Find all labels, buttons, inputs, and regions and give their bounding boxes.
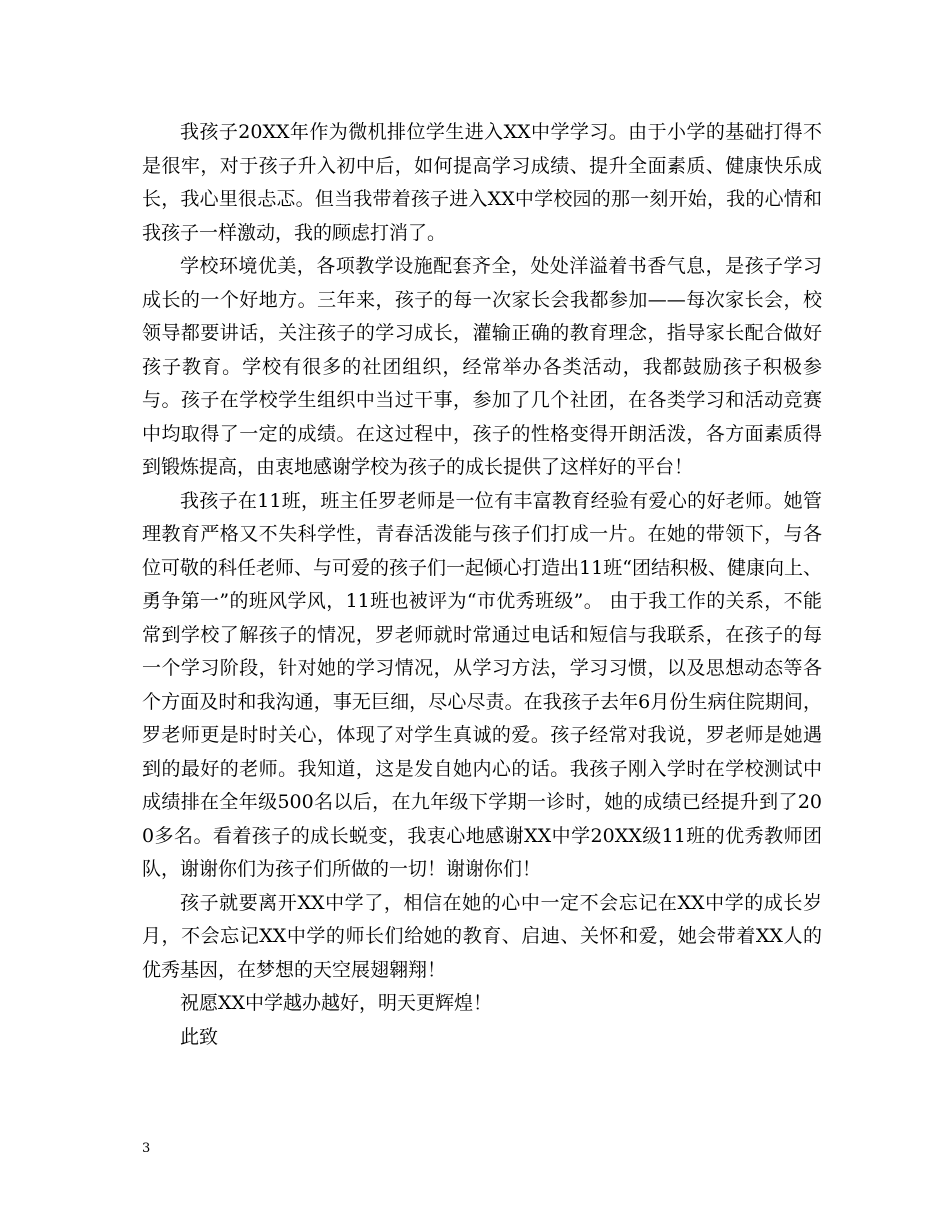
paragraph-closing: 此致 [180, 1025, 219, 1048]
page-number: 3 [142, 1141, 151, 1156]
paragraph-intro: 我孩子20XX年作为微机排位学生进入XX中学学习。由于小学的基础打得不是很牢，对于孩子升入初中后，如何提高学习成绩、提升全面素质、健康快乐成长，我心里很忐忑。但当我带着孩子进入XX中学校园的那一刻开始，我的心情和我孩子一样激动，我的顾虑打消了。 [142, 121, 822, 244]
paragraph-farewell: 孩子就要离开XX中学了，相信在她的心中一定不会忘记在XX中学的成长岁月，不会忘记XX中学的师长们给她的教育、启迪、关怀和爱，她会带着XX人的优秀基因，在梦想的天空展翅翱翔！ [142, 891, 822, 981]
paragraph-school-environment: 学校环境优美，各项教学设施配套齐全，处处洋溢着书香气息，是孩子学习成长的一个好地方。三年来，孩子的每一次家长会我都参加——每次家长会，校领导都要讲话，关注孩子的学习成长，灌输正确的教育理念，指导家长配合做好孩子教育。学校有很多的社团组织，经常举办各类活动，我都鼓励孩子积极参与。孩子在学校学生组织中当过干事，参加了几个社团，在各类学习和活动竞赛中均取得了一定的成绩。在这过程中，孩子的性格变得开朗活泼，各方面素质得到锻炼提高，由衷地感谢学校为孩子的成长提供了这样好的平台！ [142, 255, 822, 478]
document-body [142, 116, 822, 1054]
paragraph-wishes: 祝愿XX中学越办越好，明天更辉煌！ [180, 992, 493, 1014]
paragraph-class-teacher: 我孩子在11班，班主任罗老师是一位有丰富教育经验有爱心的好老师。她管理教育严格又不失科学性，青春活泼能与孩子们打成一片。在她的带领下，与各位可敬的科任老师、与可爱的孩子们一起倾心打造出11班“团结积极、健康向上、勇争第一”的班风学风，11班也被评为“市优秀班级”。 由于我工作的关系，不能常到学校了解孩子的情况，罗老师就时常通过电话和短信与我联系，在孩子的每一个学习阶段，针对她的学习情况，从学习方法，学习习惯，以及思想动态等各个方面及时和我沟通，事无巨细，尽心尽责。在我孩子去年6月份生病住院期间，罗老师更是时时关心，体现了对学生真诚的爱。孩子经常对我说，罗老师是她遇到的最好的老师。我知道，这是发自她内心的话。我孩子刚入学时在学校测试中成绩排在全年级500名以后，在九年级下学期一诊时，她的成绩已经提升到了200多名。看着孩子的成长蜕变，我衷心地感谢XX中学20XX级11班的优秀教师团队，谢谢你们为孩子们所做的一切！谢谢你们！ [142, 489, 822, 880]
